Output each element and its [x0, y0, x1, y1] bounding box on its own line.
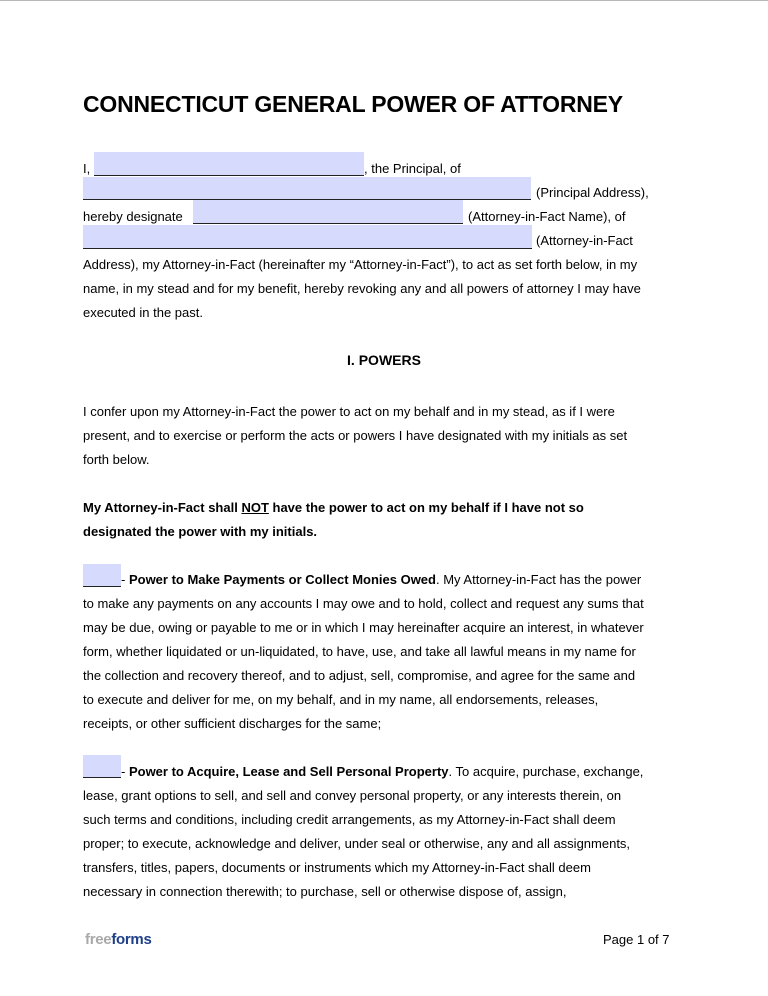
attorney-name-field[interactable] — [193, 200, 463, 224]
power-1-title: Power to Make Payments or Collect Monies Owed — [128, 572, 436, 587]
power-1-line: to make any payments on any accounts I may owe and to hold, collect and request any sums that — [83, 596, 644, 611]
confer-line: present, and to exercise or perform the acts or powers I have designated with my initials as set — [83, 428, 628, 443]
power-2-initials-field[interactable] — [83, 755, 121, 778]
intro-hereby-designate: hereby designate — [83, 209, 183, 224]
power-1-first-line — [121, 572, 641, 588]
power-2-text: . To acquire, purchase, exchange, — [448, 764, 644, 779]
warning-text: have the power to act on my behalf if I have not so — [268, 500, 584, 515]
power-1-line: the collection and recovery thereof, and to adjust, sell, compromise, and agree for the same and — [83, 668, 636, 683]
power-2-line: transfers, titles, papers, documents or instruments which my Attorney-in-Fact shall deem — [83, 860, 591, 875]
power-1-line: form, whether liquidated or un-liquidated, to have, use, and take all lawful means in my name for — [83, 644, 636, 659]
attorney-address-label: (Attorney-in-Fact — [536, 233, 633, 248]
freeforms-logo — [85, 931, 152, 948]
power-2-first-line — [121, 764, 643, 780]
page-number: Page 1 of 7 — [603, 932, 670, 947]
logo-free: free — [85, 931, 112, 948]
principal-address-field[interactable] — [83, 177, 531, 200]
section-heading-powers: I. POWERS — [347, 352, 421, 368]
power-dash: - — [121, 764, 129, 779]
power-2-line: lease, grant options to sell, and sell and convey personal property, or any interests therein, on — [83, 788, 622, 803]
logo-forms: forms — [111, 931, 152, 948]
attorney-address-field[interactable] — [83, 225, 532, 249]
power-1-line: to execute and deliver for me, on my behalf, and in my name, all endorsements, releases, — [83, 692, 599, 707]
principal-address-label: (Principal Address), — [536, 185, 649, 200]
intro-line: executed in the past. — [83, 305, 203, 320]
power-1-text: . My Attorney-in-Fact has the power — [435, 572, 642, 587]
warning-line-1 — [83, 500, 584, 516]
power-1-line: may be due, owing or payable to me or in which I may hereinafter acquire an interest, in whatever — [83, 620, 644, 635]
power-2-line: necessary in connection therewith; to purchase, sell or otherwise dispose of, assign, — [83, 884, 567, 899]
confer-line: forth below. — [83, 452, 150, 467]
intro-line: name, in my stead and for my benefit, hereby revoking any and all powers of attorney I may have — [83, 281, 641, 296]
intro-i: I, — [83, 161, 91, 176]
warning-line-2: designated the power with my initials. — [83, 524, 318, 539]
power-1-line: receipts, or other sufficient discharges for the same; — [83, 716, 382, 731]
warning-not: NOT — [241, 500, 269, 515]
intro-line: Address), my Attorney-in-Fact (hereinafter my “Attorney-in-Fact”), to act as set forth below, in my — [83, 257, 638, 272]
intro-principal-of: , the Principal, of — [364, 161, 461, 176]
power-1-initials-field[interactable] — [83, 564, 121, 587]
document-title: CONNECTICUT GENERAL POWER OF ATTORNEY — [83, 91, 623, 117]
warning-text: My Attorney-in-Fact shall — [83, 500, 242, 515]
principal-name-field[interactable] — [94, 152, 364, 176]
power-dash: - — [121, 572, 129, 587]
power-2-line: such terms and conditions, including credit arrangements, as my Attorney-in-Fact shall deem — [83, 812, 616, 827]
confer-line: I confer upon my Attorney-in-Fact the power to act on my behalf and in my stead, as if I were — [83, 404, 615, 419]
power-2-title: Power to Acquire, Lease and Sell Personal Property — [128, 764, 449, 779]
attorney-name-label: (Attorney-in-Fact Name), of — [468, 209, 626, 224]
power-2-line: proper; to execute, acknowledge and deliver, under seal or otherwise, any and all assignments, — [83, 836, 631, 851]
